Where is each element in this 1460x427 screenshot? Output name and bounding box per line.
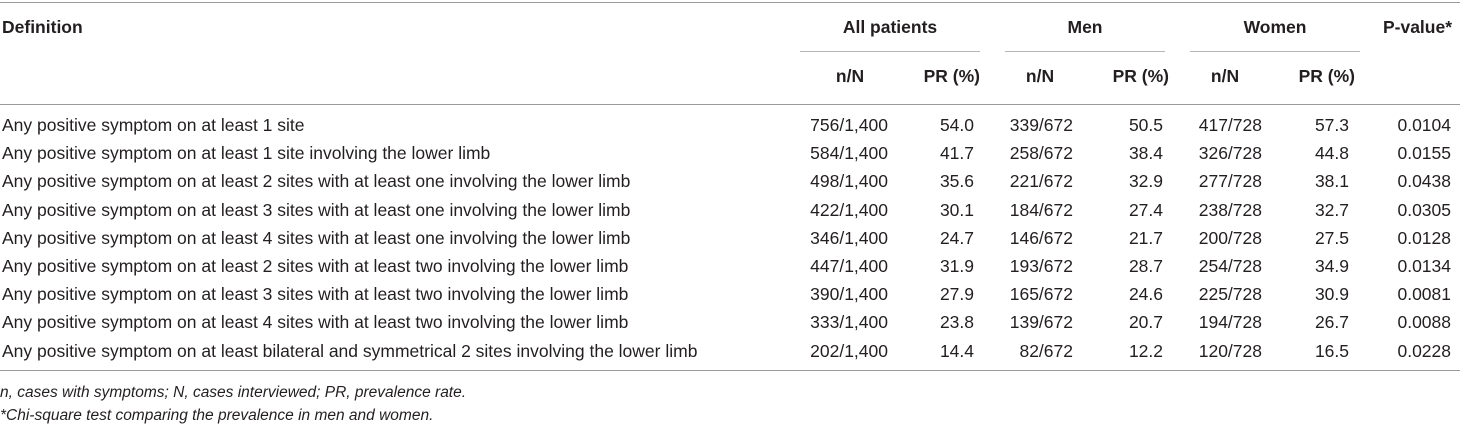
table-top-rule <box>0 2 1460 3</box>
cell-women-n-over-n: 120/728 <box>1198 340 1262 361</box>
cell-women-n-over-n: 326/728 <box>1198 143 1262 164</box>
cell-women-pr: 44.8 <box>1314 143 1349 164</box>
footnote-chi-square: *Chi-square test comparing the prevalence in men and women. <box>0 407 434 424</box>
cell-men-n-over-n: 139/672 <box>1009 312 1073 333</box>
cell-women-n-over-n: 254/728 <box>1198 256 1262 276</box>
cell-women-n-over-n: 200/728 <box>1198 227 1262 248</box>
cell-men-n-over-n: 82/672 <box>1019 340 1073 361</box>
cell-women-pr: 27.5 <box>1314 227 1349 248</box>
cell-all-n-over-n: 333/1,400 <box>810 312 888 333</box>
cell-all-pr: 24.7 <box>939 227 974 248</box>
cell-women-n-over-n: 417/728 <box>1198 115 1262 135</box>
cell-definition: Any positive symptom on at least bilateral and symmetrical 2 sites involving the lower limb <box>2 340 698 361</box>
cell-p-value: 0.0155 <box>1397 143 1451 164</box>
cell-all-pr: 14.4 <box>939 340 974 361</box>
cell-men-n-over-n: 146/672 <box>1009 227 1073 248</box>
cell-p-value: 0.0438 <box>1397 171 1451 192</box>
subheader-women-n-over-n: n/N <box>1210 66 1240 86</box>
cell-men-n-over-n: 258/672 <box>1009 143 1073 164</box>
cell-p-value: 0.0128 <box>1397 227 1451 248</box>
cell-all-pr: 23.8 <box>939 312 974 333</box>
cell-men-n-over-n: 184/672 <box>1009 199 1073 220</box>
cell-definition: Any positive symptom on at least 4 sites with at least two involving the lower limb <box>2 312 629 333</box>
header-definition: Definition <box>2 17 83 37</box>
subheader-women-pr: PR (%) <box>1298 66 1355 86</box>
cell-men-pr: 50.5 <box>1128 115 1163 135</box>
cell-men-n-over-n: 339/672 <box>1009 115 1073 135</box>
cell-definition: Any positive symptom on at least 1 site <box>2 115 305 135</box>
cell-all-n-over-n: 422/1,400 <box>810 199 888 220</box>
cell-all-n-over-n: 498/1,400 <box>810 171 888 192</box>
cell-all-pr: 41.7 <box>939 143 974 164</box>
cell-women-pr: 32.7 <box>1314 199 1349 220</box>
cell-women-n-over-n: 225/728 <box>1198 284 1262 305</box>
cell-all-n-over-n: 584/1,400 <box>810 143 888 164</box>
header-women: Women <box>1243 17 1307 37</box>
cell-p-value: 0.0088 <box>1397 312 1451 333</box>
cell-men-pr: 21.7 <box>1128 227 1163 248</box>
cell-p-value: 0.0104 <box>1397 115 1451 135</box>
cell-men-pr: 27.4 <box>1128 199 1163 220</box>
cell-women-pr: 16.5 <box>1314 340 1349 361</box>
cell-women-pr: 26.7 <box>1314 312 1349 333</box>
cell-p-value: 0.0228 <box>1397 340 1451 361</box>
cell-definition: Any positive symptom on at least 3 sites with at least two involving the lower limb <box>2 284 629 305</box>
cell-p-value: 0.0081 <box>1397 284 1451 305</box>
cell-all-n-over-n: 390/1,400 <box>810 284 888 305</box>
cell-all-pr: 27.9 <box>939 284 974 305</box>
cell-women-pr: 57.3 <box>1314 115 1349 135</box>
cell-women-n-over-n: 277/728 <box>1198 171 1262 192</box>
cell-women-n-over-n: 194/728 <box>1198 312 1262 333</box>
cell-all-pr: 35.6 <box>939 171 974 192</box>
subheader-all-pr: PR (%) <box>923 66 980 86</box>
cell-all-pr: 31.9 <box>939 256 974 276</box>
cell-p-value: 0.0134 <box>1397 256 1451 276</box>
cell-all-n-over-n: 447/1,400 <box>810 256 888 276</box>
cell-definition: Any positive symptom on at least 3 sites with at least one involving the lower limb <box>2 199 631 220</box>
cell-men-n-over-n: 165/672 <box>1009 284 1073 305</box>
header-bottom-rule <box>0 104 1460 105</box>
subheader-all-n-over-n: n/N <box>835 66 865 86</box>
table-bottom-rule <box>0 370 1460 371</box>
cell-men-pr: 24.6 <box>1128 284 1163 305</box>
cell-definition: Any positive symptom on at least 1 site involving the lower limb <box>2 143 491 164</box>
cell-all-pr: 30.1 <box>939 199 974 220</box>
header-men: Men <box>1067 17 1103 37</box>
cell-definition: Any positive symptom on at least 4 sites with at least one involving the lower limb <box>2 227 631 248</box>
cell-men-pr: 28.7 <box>1128 256 1163 276</box>
cell-women-pr: 38.1 <box>1314 171 1349 192</box>
men-group-rule <box>1005 51 1165 52</box>
header-p-value: P-value* <box>1382 17 1453 37</box>
cell-definition: Any positive symptom on at least 2 sites with at least one involving the lower limb <box>2 171 631 192</box>
cell-women-n-over-n: 238/728 <box>1198 199 1262 220</box>
cell-women-pr: 30.9 <box>1314 284 1349 305</box>
cell-definition: Any positive symptom on at least 2 sites with at least two involving the lower limb <box>2 256 629 276</box>
cell-all-n-over-n: 756/1,400 <box>810 115 888 135</box>
cell-p-value: 0.0305 <box>1397 199 1451 220</box>
cell-men-pr: 38.4 <box>1128 143 1163 164</box>
cell-men-pr: 20.7 <box>1128 312 1163 333</box>
cell-men-pr: 12.2 <box>1128 340 1163 361</box>
cell-men-n-over-n: 193/672 <box>1009 256 1073 276</box>
header-all-patients: All patients <box>842 17 938 37</box>
footnote-abbreviations: n, cases with symptoms; N, cases interviewed; PR, prevalence rate. <box>0 384 467 401</box>
cell-women-pr: 34.9 <box>1314 256 1349 276</box>
cell-all-pr: 54.0 <box>939 115 974 135</box>
cell-all-n-over-n: 346/1,400 <box>810 227 888 248</box>
all-patients-group-rule <box>800 51 980 52</box>
subheader-men-pr: PR (%) <box>1112 66 1169 86</box>
women-group-rule <box>1190 51 1360 52</box>
cell-all-n-over-n: 202/1,400 <box>810 340 888 361</box>
cell-men-pr: 32.9 <box>1128 171 1163 192</box>
cell-men-n-over-n: 221/672 <box>1009 171 1073 192</box>
subheader-men-n-over-n: n/N <box>1025 66 1055 86</box>
